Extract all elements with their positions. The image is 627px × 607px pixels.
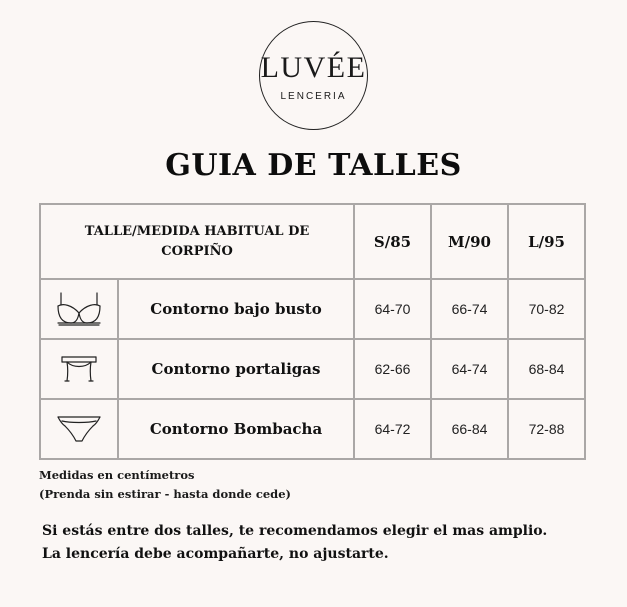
row-label-bajo-busto: Contorno bajo busto (118, 279, 354, 339)
logo-subtitle: LENCERIA (280, 91, 347, 102)
cell-value: 64-74 (431, 339, 508, 399)
table-header-row (40, 204, 585, 279)
cell-value: 70-82 (508, 279, 585, 339)
cell-value: 66-84 (431, 399, 508, 459)
size-header-s: S/85 (354, 204, 431, 279)
row-label-bombacha: Contorno Bombacha (118, 399, 354, 459)
cell-value: 64-70 (354, 279, 431, 339)
cell-value: 64-72 (354, 399, 431, 459)
table-row (40, 399, 585, 459)
cell-value: 66-74 (431, 279, 508, 339)
units-note: Medidas en centímetros (39, 468, 195, 482)
row-label-portaligas: Contorno portaligas (118, 339, 354, 399)
stretch-note: (Prenda sin estirar - hasta donde cede) (39, 487, 291, 501)
cell-value: 68-84 (508, 339, 585, 399)
brand-logo (259, 21, 368, 130)
cell-value: 72-88 (508, 399, 585, 459)
table-row (40, 339, 585, 399)
panty-icon (40, 399, 118, 459)
header-label: TALLE/MEDIDA HABITUAL DE CORPIÑO (40, 204, 354, 279)
size-guide-table (39, 203, 586, 460)
cell-value: 62-66 (354, 339, 431, 399)
garter-belt-icon (40, 339, 118, 399)
table-row (40, 279, 585, 339)
page-title: GUIA DE TALLES (165, 148, 462, 183)
bra-icon (40, 279, 118, 339)
advice-line-2: La lencería debe acompañarte, no ajustarte. (42, 546, 389, 562)
size-header-m: M/90 (431, 204, 508, 279)
logo-brand-name: LUVÉE (260, 51, 367, 84)
advice-line-1: Si estás entre dos talles, te recomendamos elegir el mas amplio. (42, 523, 548, 539)
size-header-l: L/95 (508, 204, 585, 279)
